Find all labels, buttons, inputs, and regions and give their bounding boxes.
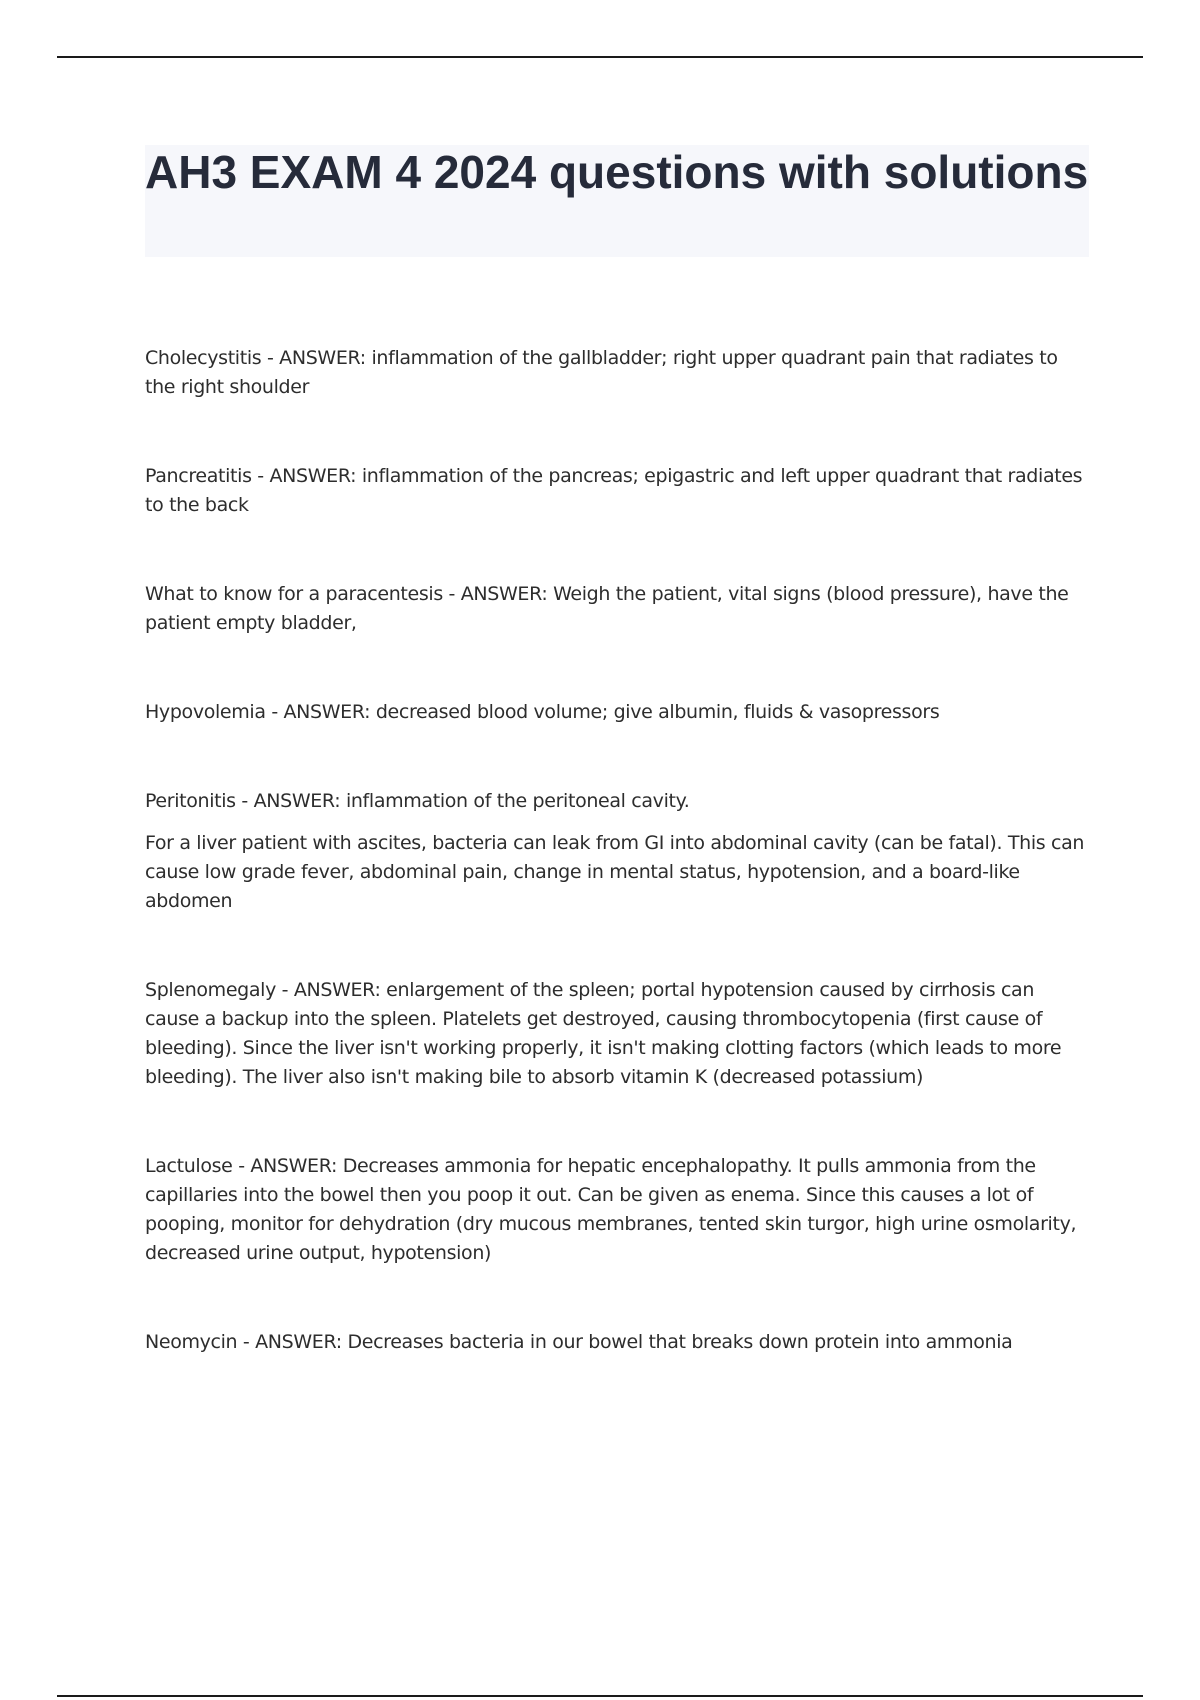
qa-item-neomycin — [145, 1328, 1085, 1357]
qa-item-pancreatitis — [145, 462, 1085, 520]
qa-text: Cholecystitis - ANSWER: inflammation of the gallbladder; right upper quadrant pain that radiates to the right shoulder — [145, 347, 1058, 398]
page-title: AH3 EXAM 4 2024 questions with solutions — [145, 146, 1089, 198]
qa-item-splenomegaly — [145, 976, 1085, 1092]
qa-item-hypovolemia — [145, 698, 1085, 727]
qa-item-paracentesis — [145, 580, 1085, 638]
qa-item-peritonitis — [145, 787, 1085, 916]
qa-text: Hypovolemia - ANSWER: decreased blood volume; give albumin, fluids & vasopressors — [145, 701, 940, 723]
top-rule — [57, 56, 1143, 58]
qa-text: Lactulose - ANSWER: Decreases ammonia for hepatic encephalopathy. It pulls ammonia from the capillaries into the bowel then you poop it out. Can be given as enema. Since this causes a lot of pooping, monitor for dehydration (dry mucous membranes, tented skin turgor, high urine osmolarity, decreased urine output, hypotension) — [145, 1155, 1077, 1264]
qa-text: Peritonitis - ANSWER: inflammation of the peritoneal cavity. — [145, 790, 690, 812]
bottom-rule — [57, 1695, 1143, 1697]
qa-text: Pancreatitis - ANSWER: inflammation of the pancreas; epigastric and left upper quadrant that radiates to the back — [145, 465, 1083, 516]
qa-list — [145, 344, 1085, 1417]
qa-item-lactulose — [145, 1152, 1085, 1268]
qa-text: What to know for a paracentesis - ANSWER: Weigh the patient, vital signs (blood pressure), have the patient empty bladder, — [145, 583, 1069, 634]
qa-text: Splenomegaly - ANSWER: enlargement of the spleen; portal hypotension caused by cirrhosis can cause a backup into the spleen. Platelets get destroyed, causing thrombocytopenia (first cause of bleeding). Since the liver isn't working properly, it isn't making clotting factors (which leads to more bleeding). The liver also isn't making bile to absorb vitamin K (decreased potassium) — [145, 979, 1062, 1088]
qa-extra-text: For a liver patient with ascites, bacteria can leak from GI into abdominal cavity (can be fatal). This can cause low grade fever, abdominal pain, change in mental status, hypotension, and a board-like abdomen — [145, 832, 1085, 912]
qa-item-cholecystitis — [145, 344, 1085, 402]
qa-text: Neomycin - ANSWER: Decreases bacteria in our bowel that breaks down protein into ammonia — [145, 1331, 1013, 1353]
title-block — [145, 145, 1089, 257]
